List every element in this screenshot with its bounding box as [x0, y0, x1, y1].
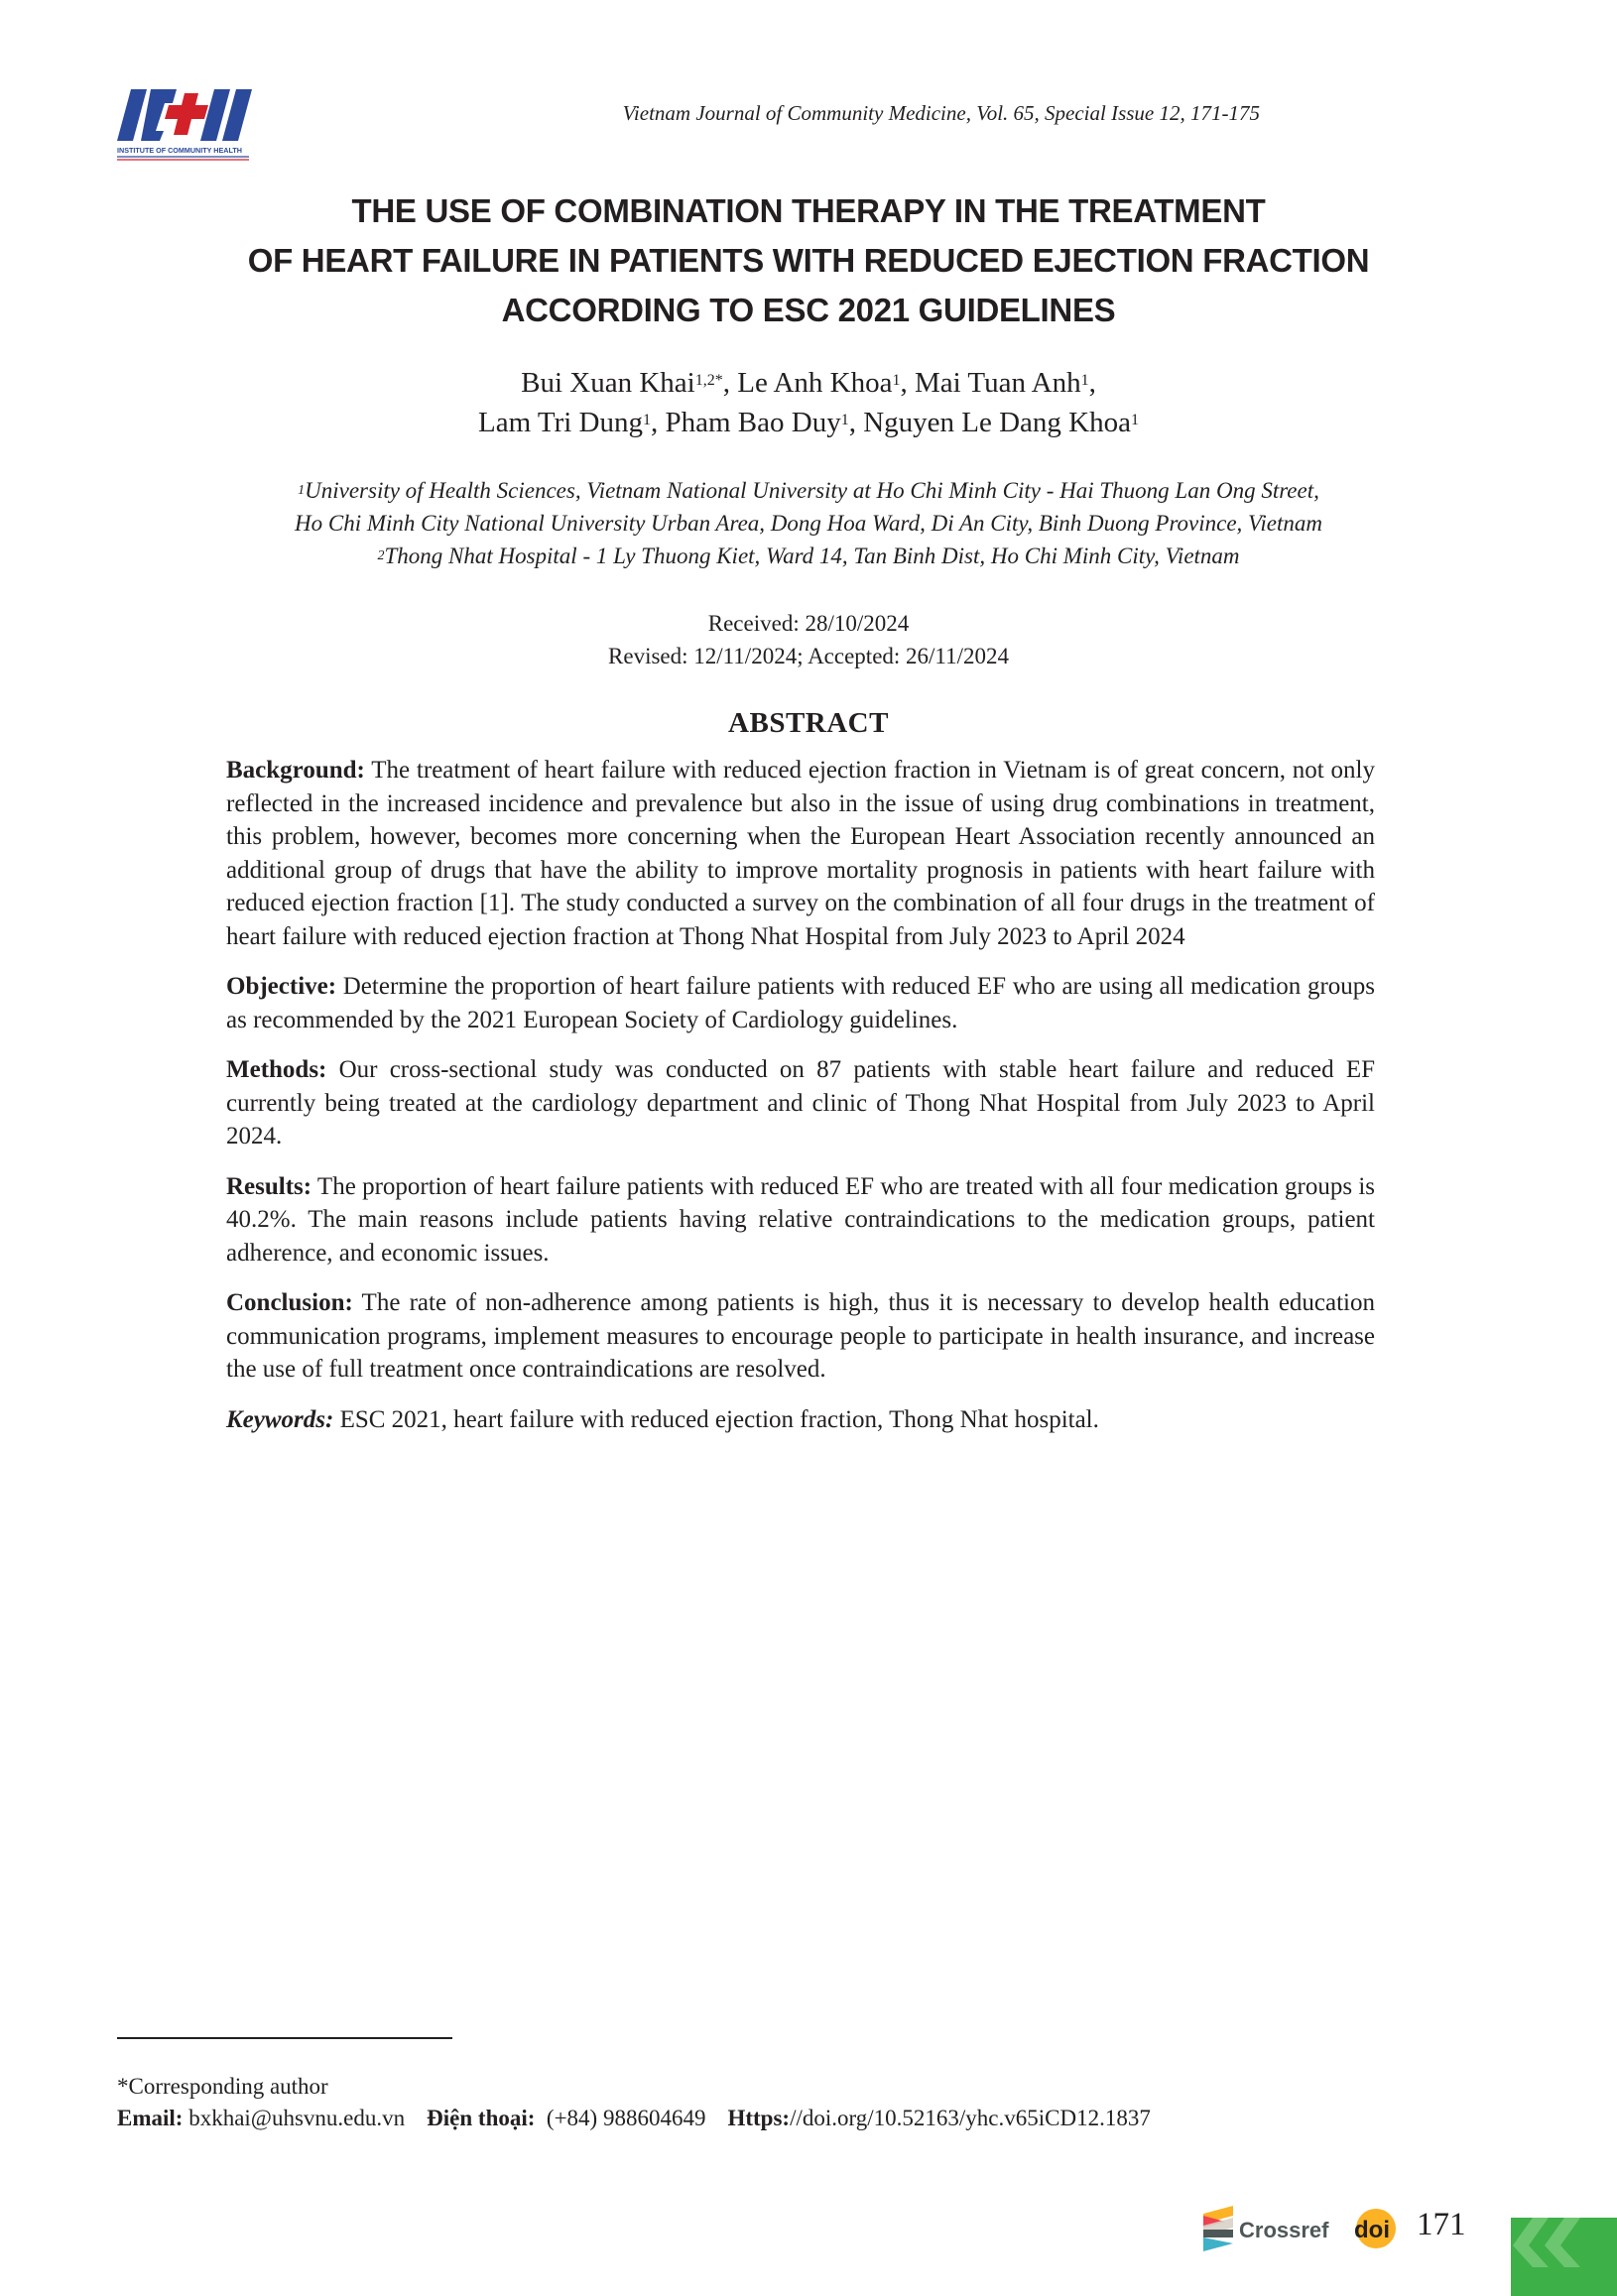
- received-date: Received: 28/10/2024: [707, 611, 910, 636]
- author-name: Mai Tuan Anh: [914, 367, 1081, 399]
- section-text: ESC 2021, heart failure with reduced ejection fraction, Thong Nhat hospital.: [333, 1405, 1099, 1433]
- author-name: Bui Xuan Khai: [521, 367, 695, 399]
- author-affiliation-mark: 1: [840, 412, 849, 428]
- contact-line: [117, 2103, 1407, 2134]
- back-navigation-tab[interactable]: [1511, 2218, 1617, 2296]
- title-line: THE USE OF COMBINATION THERAPY IN THE TREATMENT: [351, 192, 1266, 229]
- affiliation-text: Ho Chi Minh City National University Urban Area, Dong Hoa Ward, Di An City, Binh Duong Province, Vietnam: [295, 511, 1322, 536]
- phone-value: (+84) 988604649: [535, 2106, 706, 2130]
- institute-logo: [117, 87, 252, 165]
- affiliation-text: Thong Nhat Hospital - 1 Ly Thuong Kiet, Ward 14, Tan Binh Dist, Ho Chi Minh City, Vietnam: [384, 544, 1240, 568]
- author-line-1: [198, 363, 1419, 403]
- separator: ,: [1088, 367, 1096, 399]
- crossref-doi-logo[interactable]: [1203, 2204, 1398, 2253]
- author-line-2: [198, 403, 1419, 442]
- abstract-conclusion: [226, 1286, 1375, 1387]
- doi-link[interactable]: //doi.org/10.52163/yhc.v65iCD12.1837: [790, 2106, 1151, 2130]
- revised-accepted-date: Revised: 12/11/2024; Accepted: 26/11/2024: [608, 644, 1009, 668]
- title-line: OF HEART FAILURE IN PATIENTS WITH REDUCED EJECTION FRACTION: [247, 242, 1370, 279]
- phone-label: Điện thoại:: [427, 2106, 536, 2130]
- doi-badge-text: doi: [1354, 2217, 1390, 2243]
- abstract-background: [226, 754, 1375, 953]
- footnote: [117, 2071, 1407, 2134]
- author-list: [198, 363, 1419, 442]
- abstract-objective: [226, 970, 1375, 1036]
- separator: ,: [848, 407, 864, 438]
- author-name: Pham Bao Duy: [665, 407, 841, 438]
- email-link[interactable]: bxkhai@uhsvnu.edu.vn: [183, 2106, 406, 2130]
- affiliation-line: [139, 507, 1478, 540]
- section-text: The treatment of heart failure with reduced ejection fraction in Vietnam is of great concern, not only reflected in the increased incidence and prevalence but also in the issue of using drug combinations in treatment, this problem, however, becomes more concerning when the European Heart Association recently announced an additional group of drugs that have the ability to improve mortality prognosis in patients with heart failure with reduced ejection fraction [1]. The study conducted a survey on the combination of all four drugs in the treatment of heart failure with reduced ejection fraction at Thong Nhat Hospital from July 2023 to April 2024: [226, 757, 1375, 950]
- author-name: Le Anh Khoa: [737, 367, 893, 399]
- abstract-body: [226, 754, 1375, 1453]
- abstract-heading: ABSTRACT: [728, 707, 889, 739]
- corresponding-author-note: *Corresponding author: [117, 2074, 328, 2099]
- affiliation-line: [139, 540, 1478, 572]
- affiliation-line: [139, 474, 1478, 507]
- author-affiliation-mark: 1: [642, 412, 651, 428]
- author-affiliation-mark: 1: [892, 372, 901, 389]
- crossref-text: Crossref: [1239, 2218, 1329, 2242]
- logo-caption: INSTITUTE OF COMMUNITY HEALTH: [117, 146, 242, 155]
- article-title: [99, 186, 1518, 335]
- submission-dates: [397, 607, 1220, 672]
- journal-citation: Vietnam Journal of Community Medicine, Vol. 65, Special Issue 12, 171-175: [622, 101, 1260, 125]
- separator: ,: [900, 367, 915, 399]
- author-affiliation-mark: 1: [1080, 372, 1089, 389]
- section-text: Our cross-sectional study was conducted on 87 patients with stable heart failure and reduced EF currently being treated at the cardiology department and clinic of Thong Nhat Hospital from July 2023 to April 2024.: [226, 1056, 1375, 1149]
- section-label: Objective:: [226, 973, 337, 1000]
- abstract-keywords: [226, 1403, 1375, 1437]
- affiliation-mark: 1: [298, 483, 306, 498]
- affiliation-mark: 2: [377, 548, 385, 563]
- section-text: The rate of non-adherence among patients is high, thus it is necessary to develop health education communication programs, implement measures to encourage people to participate in health insurance, and increase the use of full treatment once contraindications are resolved.: [226, 1289, 1375, 1383]
- email-label: Email:: [117, 2106, 184, 2130]
- double-chevron-left-icon: [1513, 2218, 1580, 2267]
- crossref-icon: [1203, 2206, 1233, 2251]
- affiliations: [139, 474, 1478, 572]
- author-name: Lam Tri Dung: [478, 407, 643, 438]
- section-text: Determine the proportion of heart failure patients with reduced EF who are using all medication groups as recommended by the 2021 European Society of Cardiology guidelines.: [226, 973, 1375, 1033]
- section-label: Keywords:: [226, 1405, 334, 1433]
- section-label: Methods:: [226, 1056, 327, 1083]
- separator: ,: [650, 407, 666, 438]
- footnote-divider: [117, 2037, 452, 2039]
- affiliation-text: University of Health Sciences, Vietnam National University at Ho Chi Minh City - Hai Thuong Lan Ong Street,: [305, 478, 1319, 503]
- title-line: ACCORDING TO ESC 2021 GUIDELINES: [501, 292, 1116, 328]
- page-number: 171: [1417, 2207, 1466, 2242]
- author-name: Nguyen Le Dang Khoa: [863, 407, 1131, 438]
- abstract-results: [226, 1170, 1375, 1270]
- author-affiliation-mark: 1,2*: [694, 372, 723, 389]
- separator: ,: [722, 367, 738, 399]
- section-label: Results:: [226, 1172, 312, 1200]
- abstract-methods: [226, 1053, 1375, 1153]
- section-label: Background:: [226, 757, 365, 784]
- doi-label: Https:: [727, 2106, 791, 2130]
- author-affiliation-mark: 1: [1130, 412, 1139, 428]
- section-label: Conclusion:: [226, 1289, 353, 1316]
- section-text: The proportion of heart failure patients with reduced EF who are treated with all four medication groups is 40.2%. The main reasons include patients having relative contraindications to the medication groups, patient adherence, and economic issues.: [226, 1172, 1375, 1267]
